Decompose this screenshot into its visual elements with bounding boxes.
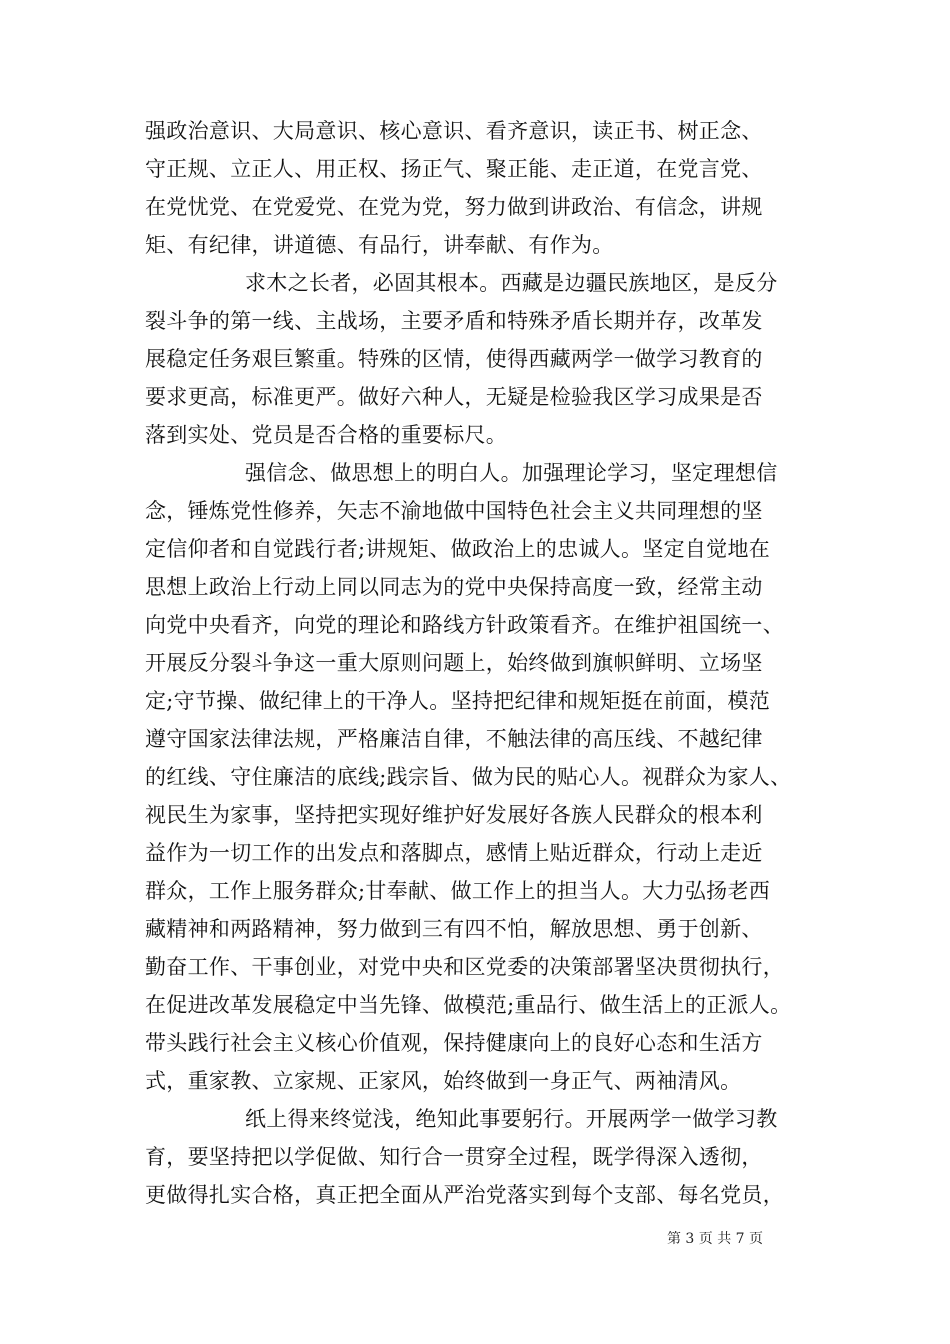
paragraph-1 xyxy=(145,112,815,264)
text-line: 矩、有纪律，讲道德、有品行，讲奉献、有作为。 xyxy=(145,233,614,257)
text-line: 定信仰者和自觉践行者;讲规矩、做政治上的忠诚人。坚定自觉地在 xyxy=(145,537,771,561)
text-line: 在党忧党、在党爱党、在党为党，努力做到讲政治、有信念，讲规 xyxy=(145,195,763,219)
text-line: 藏精神和两路精神，努力做到三有四不怕，解放思想、勇于创新、 xyxy=(145,917,763,941)
text-line: 视民生为家事，坚持把实现好维护好发展好各族人民群众的根本利 xyxy=(145,803,763,827)
text-line: 向党中央看齐，向党的理论和路线方针政策看齐。在维护祖国统一、 xyxy=(145,613,784,637)
text-line: 守正规、立正人、用正权、扬正气、聚正能、走正道，在党言党、 xyxy=(145,157,763,181)
text-line: 裂斗争的第一线、主战场，主要矛盾和特殊矛盾长期并存，改革发 xyxy=(145,309,763,333)
text-line: 思想上政治上行动上同以同志为的党中央保持高度一致，经常主动 xyxy=(145,575,763,599)
text-line: 带头践行社会主义核心价值观，保持健康向上的良好心态和生活方 xyxy=(145,1031,763,1055)
text-line: 开展反分裂斗争这一重大原则问题上，始终做到旗帜鲜明、立场坚 xyxy=(145,651,763,675)
text-line: 强信念、做思想上的明白人。加强理论学习，坚定理想信 xyxy=(245,461,778,485)
paragraph-2 xyxy=(145,264,815,454)
text-line: 强政治意识、大局意识、核心意识、看齐意识，读正书、树正念、 xyxy=(145,119,763,143)
text-line: 更做得扎实合格，真正把全面从严治党落实到每个支部、每名党员， xyxy=(145,1183,784,1207)
text-line: 要求更高，标准更严。做好六种人，无疑是检验我区学习成果是否 xyxy=(145,385,763,409)
text-line: 的红线、守住廉洁的底线;践宗旨、做为民的贴心人。视群众为家人、 xyxy=(145,765,792,789)
text-line: 式，重家教、立家规、正家风，始终做到一身正气、两袖清风。 xyxy=(145,1069,742,1093)
text-line: 展稳定任务艰巨繁重。特殊的区情，使得西藏两学一做学习教育的 xyxy=(145,347,763,371)
document-body xyxy=(145,112,815,1214)
paragraph-4 xyxy=(145,1100,815,1214)
text-line: 群众，工作上服务群众;甘奉献、做工作上的担当人。大力弘扬老西 xyxy=(145,879,771,903)
text-line: 落到实处、党员是否合格的重要标尺。 xyxy=(145,423,508,447)
text-line: 勤奋工作、干事创业，对党中央和区党委的决策部署坚决贯彻执行， xyxy=(145,955,784,979)
page-indicator: 第 3 页 共 7 页 xyxy=(666,1231,764,1247)
text-line: 育，要坚持把以学促做、知行合一贯穿全过程，既学得深入透彻， xyxy=(145,1145,763,1169)
text-line: 遵守国家法律法规，严格廉洁自律，不触法律的高压线、不越纪律 xyxy=(145,727,763,751)
text-line: 益作为一切工作的出发点和落脚点，感情上贴近群众，行动上走近 xyxy=(145,841,763,865)
text-line: 念，锤炼党性修养，矢志不渝地做中国特色社会主义共同理想的坚 xyxy=(145,499,763,523)
text-line: 定;守节操、做纪律上的干净人。坚持把纪律和规矩挺在前面，模范 xyxy=(145,689,771,713)
text-line: 求木之长者，必固其根本。西藏是边疆民族地区，是反分 xyxy=(245,271,778,295)
paragraph-3 xyxy=(145,454,815,1100)
text-line: 在促进改革发展稳定中当先锋、做模范;重品行、做生活上的正派人。 xyxy=(145,993,792,1017)
text-line: 纸上得来终觉浅，绝知此事要躬行。开展两学一做学习教 xyxy=(245,1107,778,1131)
